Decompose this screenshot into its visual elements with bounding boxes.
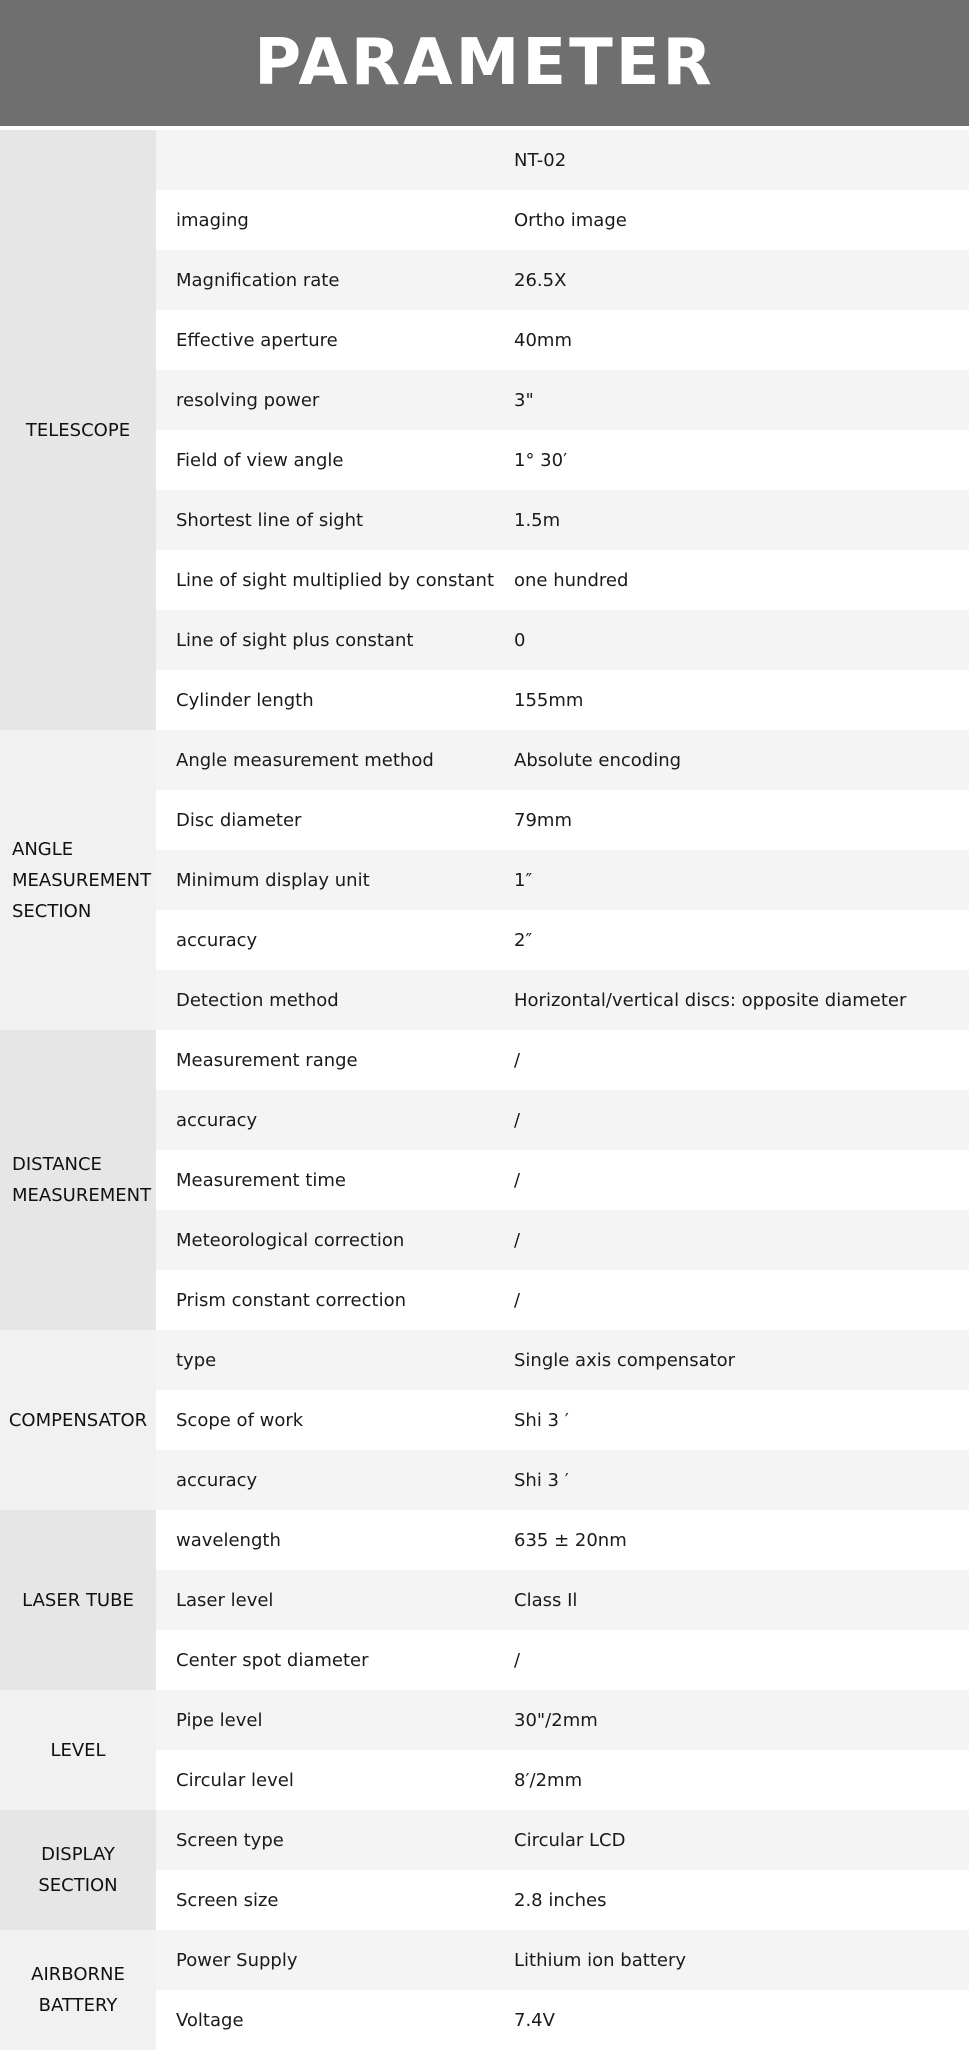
table-row bbox=[156, 850, 969, 910]
row-label: Disc diameter bbox=[176, 809, 302, 831]
table-row bbox=[156, 1090, 969, 1150]
row-label: imaging bbox=[176, 209, 249, 231]
row-value: Lithium ion battery bbox=[514, 1949, 687, 1971]
row-value: 1.5m bbox=[514, 509, 561, 531]
table-row bbox=[156, 1330, 969, 1390]
row-value: 3" bbox=[514, 389, 534, 411]
row-value: 79mm bbox=[514, 809, 572, 831]
table-row bbox=[156, 1990, 969, 2050]
section-label: COMPENSATOR bbox=[0, 1330, 156, 1510]
section-label-line: SECTION bbox=[12, 900, 92, 922]
row-label: Center spot diameter bbox=[176, 1649, 369, 1671]
section-label: LASER TUBE bbox=[0, 1510, 156, 1690]
table-row bbox=[156, 1690, 969, 1750]
section-label-line: MEASUREMENT bbox=[12, 1185, 152, 1206]
table-row bbox=[156, 310, 969, 370]
table-row bbox=[156, 1270, 969, 1330]
table-row bbox=[156, 1450, 969, 1510]
table-row bbox=[156, 370, 969, 430]
section-angle-measurement bbox=[0, 730, 969, 1030]
row-value: Shi 3 ′ bbox=[514, 1469, 569, 1491]
table-row bbox=[156, 1810, 969, 1870]
row-label: Laser level bbox=[176, 1589, 274, 1611]
table-row bbox=[156, 490, 969, 550]
row-label: Scope of work bbox=[176, 1409, 304, 1431]
row-value: 635 ± 20nm bbox=[514, 1529, 627, 1551]
section-level bbox=[0, 1690, 969, 1810]
table-row bbox=[156, 1150, 969, 1210]
row-label: Voltage bbox=[176, 2009, 244, 2031]
table-row bbox=[156, 1570, 969, 1630]
row-value: Ortho image bbox=[514, 209, 627, 231]
row-label: Angle measurement method bbox=[176, 749, 434, 771]
section-airborne-battery bbox=[0, 1930, 969, 2050]
row-label: Power Supply bbox=[176, 1949, 298, 1971]
section-label bbox=[0, 1930, 156, 2050]
section-laser-tube bbox=[0, 1510, 969, 1690]
row-label: resolving power bbox=[176, 389, 320, 411]
table-row bbox=[156, 250, 969, 310]
row-label: Line of sight multiplied by constant bbox=[176, 569, 494, 591]
section-label-line: AIRBORNE bbox=[31, 1964, 125, 1985]
section-label: LEVEL bbox=[0, 1690, 156, 1810]
section-label-line: DISPLAY bbox=[41, 1844, 115, 1865]
row-value: 26.5X bbox=[514, 269, 567, 291]
row-label: Meteorological correction bbox=[176, 1229, 405, 1251]
row-value: / bbox=[514, 1169, 521, 1191]
table-row bbox=[156, 1750, 969, 1810]
row-label: accuracy bbox=[176, 1469, 258, 1491]
row-value: Absolute encoding bbox=[514, 749, 682, 771]
row-label: Circular level bbox=[176, 1769, 294, 1791]
table-row bbox=[156, 1870, 969, 1930]
section-label: TELESCOPE bbox=[0, 130, 156, 730]
row-label: accuracy bbox=[176, 929, 258, 951]
table-row bbox=[156, 430, 969, 490]
row-label: accuracy bbox=[176, 1109, 258, 1131]
row-label: Line of sight plus constant bbox=[176, 629, 414, 651]
row-value: 30"/2mm bbox=[514, 1709, 598, 1731]
row-value: one hundred bbox=[514, 569, 629, 591]
row-label: Screen size bbox=[176, 1889, 279, 1911]
row-value: NT-02 bbox=[514, 149, 567, 171]
section-display bbox=[0, 1810, 969, 1930]
table-row bbox=[156, 550, 969, 610]
row-value: / bbox=[514, 1229, 521, 1251]
section-label bbox=[0, 730, 156, 1030]
row-value: Horizontal/vertical discs: opposite diameter bbox=[514, 989, 907, 1011]
table-row bbox=[156, 1030, 969, 1090]
section-label bbox=[0, 1030, 156, 1330]
section-label-line: DISTANCE bbox=[12, 1154, 102, 1175]
section-label-line: ANGLE bbox=[12, 838, 74, 860]
row-label: type bbox=[176, 1349, 217, 1371]
row-label: Pipe level bbox=[176, 1709, 263, 1731]
row-value: 2″ bbox=[514, 929, 533, 951]
table-row bbox=[156, 1630, 969, 1690]
table-row bbox=[156, 130, 969, 190]
row-value: 7.4V bbox=[514, 2009, 555, 2031]
row-label: Magnification rate bbox=[176, 269, 340, 291]
row-value: Single axis compensator bbox=[514, 1349, 736, 1371]
table-row bbox=[156, 610, 969, 670]
row-label: wavelength bbox=[176, 1529, 281, 1551]
row-label: Cylinder length bbox=[176, 689, 314, 711]
row-value: Shi 3 ′ bbox=[514, 1409, 569, 1431]
parameter-table bbox=[0, 130, 969, 2050]
row-value: 1° 30′ bbox=[514, 449, 568, 471]
row-label: Screen type bbox=[176, 1829, 284, 1851]
table-row bbox=[156, 970, 969, 1030]
row-label: Shortest line of sight bbox=[176, 509, 364, 531]
section-compensator bbox=[0, 1330, 969, 1510]
row-label: Detection method bbox=[176, 989, 339, 1011]
row-value: / bbox=[514, 1289, 521, 1311]
section-label bbox=[0, 1810, 156, 1930]
table-row bbox=[156, 1390, 969, 1450]
row-value: Class Il bbox=[514, 1589, 578, 1611]
row-label: Minimum display unit bbox=[176, 869, 370, 891]
row-label: Field of view angle bbox=[176, 449, 344, 471]
table-row bbox=[156, 790, 969, 850]
row-value: 155mm bbox=[514, 689, 584, 711]
table-row bbox=[156, 1510, 969, 1570]
row-value: 0 bbox=[514, 629, 526, 651]
table-row bbox=[156, 910, 969, 970]
row-value: 40mm bbox=[514, 329, 572, 351]
row-value: / bbox=[514, 1109, 521, 1131]
page-header bbox=[0, 0, 969, 126]
table-row bbox=[156, 1930, 969, 1990]
table-row bbox=[156, 190, 969, 250]
row-label: Prism constant correction bbox=[176, 1289, 406, 1311]
row-value: Circular LCD bbox=[514, 1829, 626, 1851]
section-label-line: BATTERY bbox=[38, 1995, 118, 2016]
section-telescope bbox=[0, 130, 969, 730]
section-label-line: MEASUREMENT bbox=[12, 869, 152, 891]
row-label: Effective aperture bbox=[176, 329, 338, 351]
section-label-line: SECTION bbox=[38, 1875, 118, 1896]
table-row bbox=[156, 670, 969, 730]
section-distance-measurement bbox=[0, 1030, 969, 1330]
table-row bbox=[156, 1210, 969, 1270]
row-label: Measurement time bbox=[176, 1169, 346, 1191]
row-label: Measurement range bbox=[176, 1049, 358, 1071]
row-value: / bbox=[514, 1049, 521, 1071]
row-value: 1″ bbox=[514, 869, 533, 891]
row-value: / bbox=[514, 1649, 521, 1671]
row-value: 8′/2mm bbox=[514, 1769, 583, 1791]
table-row bbox=[156, 730, 969, 790]
page-title: PARAMETER bbox=[254, 26, 715, 100]
row-value: 2.8 inches bbox=[514, 1889, 607, 1911]
